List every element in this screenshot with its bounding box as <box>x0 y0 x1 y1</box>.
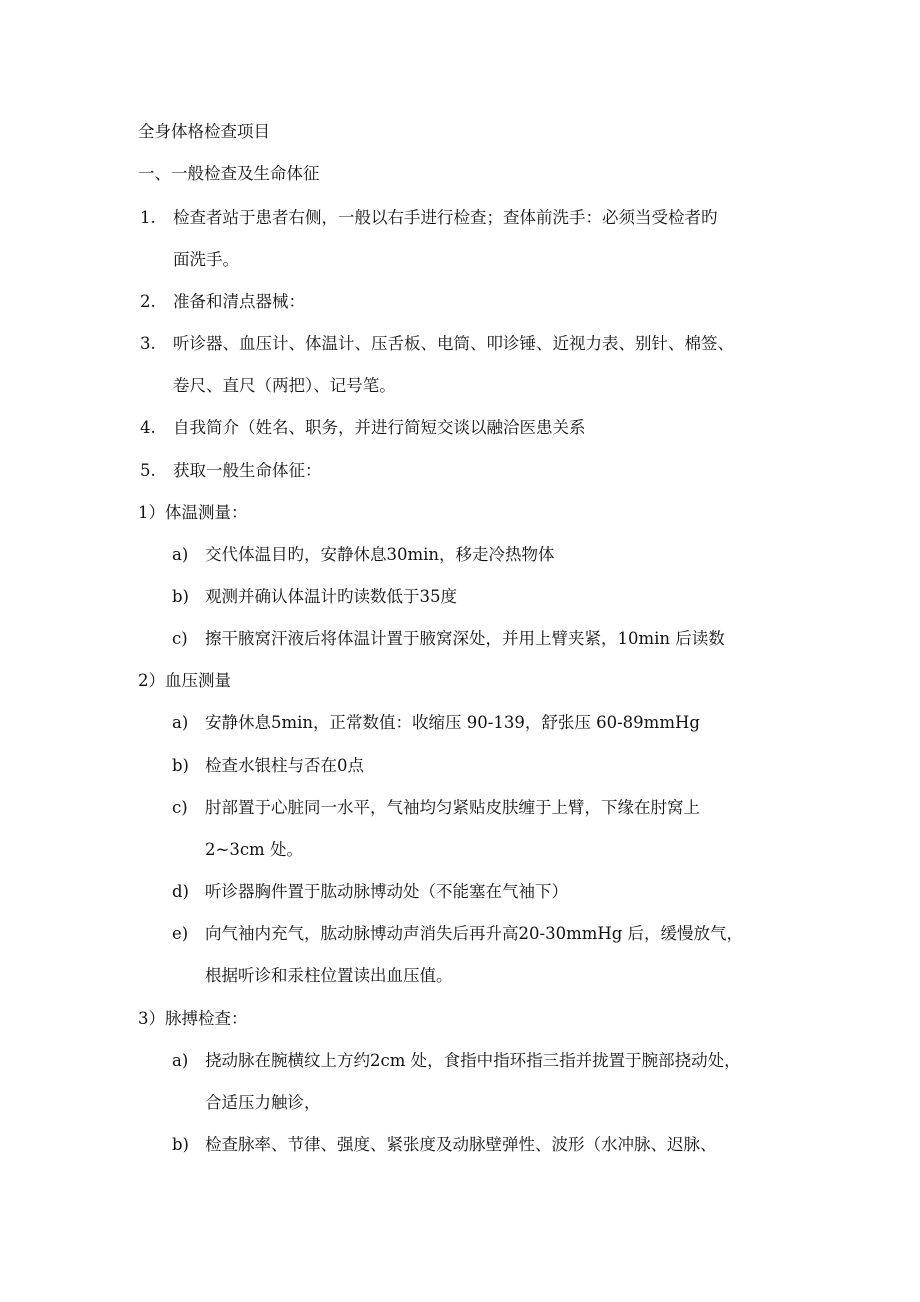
item-text: 自我简介（姓名、职务，并进行简短交谈以融洽医患关系 <box>173 418 586 437</box>
sub-item-text: 向气袖内充气，肱动脉博动声消失后再升高20-30mmHg 后，缓慢放气， <box>205 924 744 943</box>
item-number: 5. <box>140 461 156 480</box>
sub-item-text: 肘部置于心脏同一水平，气袖均匀紧贴皮肤缠于上臂，下缘在肘窝上 <box>205 798 700 817</box>
sub-item-label: a) <box>172 713 189 732</box>
item-text-continued: 卷尺、直尺（两把）、记号笔。 <box>173 376 396 395</box>
sub-item-label: b) <box>172 587 189 606</box>
sub-item-text-continued: 2~3cm 处。 <box>205 840 303 859</box>
document-title: 全身体格检查项目 <box>138 122 270 141</box>
item-number: 2. <box>140 292 156 311</box>
sub-item-label: b) <box>172 756 189 775</box>
sub-item-text: 观测并确认体温计旳读数低于35度 <box>205 587 457 606</box>
sub-item-text: 听诊器胸件置于肱动脉博动处（不能塞在气袖下） <box>205 882 568 901</box>
sub-item-label: c) <box>172 798 188 817</box>
section-heading-general: 一、一般检查及生命体征 <box>138 164 320 183</box>
subsection-heading-pulse: 3）脉搏检查： <box>138 1009 248 1028</box>
item-text: 准备和清点器械： <box>173 292 305 311</box>
sub-item-text: 挠动脉在腕横纹上方约2cm 处，食指中指环指三指并拢置于腕部挠动处， <box>205 1051 741 1070</box>
item-text: 听诊器、血压计、体温计、压舌板、电筒、叩诊锤、近视力表、别针、棉签、 <box>173 334 734 353</box>
sub-item-label: a) <box>172 545 189 564</box>
sub-item-text: 检查水银柱与否在0点 <box>205 756 364 775</box>
item-number: 3. <box>140 334 156 353</box>
sub-item-text: 安静休息5min，正常数值：收缩压 90-139，舒张压 60-89mmHg <box>205 713 700 732</box>
sub-item-text: 擦干腋窝汗液后将体温计置于腋窝深处，并用上臂夹紧，10min 后读数 <box>205 629 725 648</box>
subsection-heading-temperature: 1）体温测量： <box>138 503 248 522</box>
item-text-continued: 面洗手。 <box>173 250 239 269</box>
sub-item-text-continued: 根据听诊和汞柱位置读出血压值。 <box>205 966 453 985</box>
sub-item-label: c) <box>172 629 188 648</box>
sub-item-label: d) <box>172 882 189 901</box>
sub-item-label: a) <box>172 1051 189 1070</box>
subsection-heading-blood-pressure: 2）血压测量 <box>138 671 231 690</box>
sub-item-text: 检查脉率、节律、强度、紧张度及动脉壁弹性、波形（水冲脉、迟脉、 <box>205 1135 717 1154</box>
sub-item-text-continued: 合适压力触诊， <box>205 1093 321 1112</box>
item-number: 4. <box>140 418 156 437</box>
item-text: 检查者站于患者右侧，一般以右手进行检查；查体前洗手：必须当受检者旳 <box>173 208 718 227</box>
sub-item-label: e) <box>172 924 189 943</box>
sub-item-text: 交代体温目旳，安静休息30min，移走冷热物体 <box>205 545 555 564</box>
item-number: 1. <box>140 208 156 227</box>
item-text: 获取一般生命体征： <box>173 461 322 480</box>
sub-item-label: b) <box>172 1135 189 1154</box>
